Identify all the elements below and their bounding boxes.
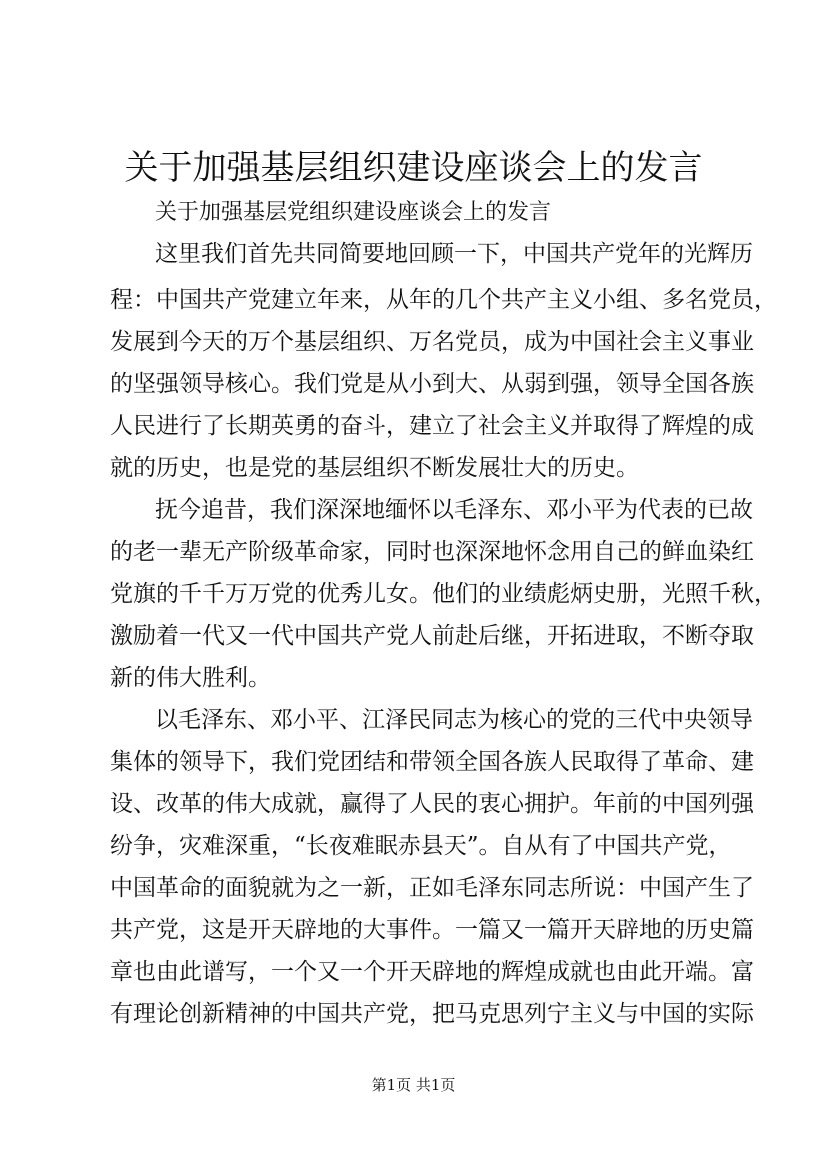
paragraph-line: 程：中国共产党建立年来，从年的几个共产主义小组、多名党员， bbox=[110, 287, 777, 313]
document-title: 关于加强基层组织建设座谈会上的发言 bbox=[124, 148, 703, 188]
paragraph-line: 中国革命的面貌就为之一新，正如毛泽东同志所说：中国产生了 bbox=[110, 875, 754, 901]
paragraph-line: 设、改革的伟大成就，赢得了人民的衷心拥护。年前的中国列强 bbox=[110, 791, 754, 817]
paragraph-line: 集体的领导下，我们党团结和带领全国各族人民取得了革命、建 bbox=[110, 749, 754, 775]
paragraph-line: 章也由此谱写，一个又一个开天辟地的辉煌成就也由此开端。富 bbox=[110, 959, 754, 985]
paragraph-line: 党旗的千千万万党的优秀儿女。他们的业绩彪炳史册，光照千秋， bbox=[110, 581, 777, 607]
paragraph-line: 这里我们首先共同简要地回顾一下，中国共产党年的光辉历 bbox=[155, 241, 753, 267]
page-footer: 第1页 共1页 bbox=[371, 1076, 456, 1094]
paragraph-line: 激励着一代又一代中国共产党人前赴后继，开拓进取，不断夺取 bbox=[110, 623, 754, 649]
paragraph-line: 纷争，灾难深重，“长夜难眠赤县天”。自从有了中国共产党， bbox=[110, 833, 732, 859]
paragraph-line: 新的伟大胜利。 bbox=[110, 665, 271, 691]
document-subtitle: 关于加强基层党组织建设座谈会上的发言 bbox=[155, 200, 552, 225]
paragraph-line: 的坚强领导核心。我们党是从小到大、从弱到强，领导全国各族 bbox=[110, 371, 754, 397]
paragraph-line: 的老一辈无产阶级革命家，同时也深深地怀念用自己的鲜血染红 bbox=[110, 539, 754, 565]
paragraph-line: 人民进行了长期英勇的奋斗，建立了社会主义并取得了辉煌的成 bbox=[110, 413, 754, 439]
paragraph-line: 抚今追昔，我们深深地缅怀以毛泽东、邓小平为代表的已故 bbox=[155, 497, 753, 523]
paragraph-line: 有理论创新精神的中国共产党，把马克思列宁主义与中国的实际 bbox=[110, 1001, 754, 1027]
paragraph-line: 发展到今天的万个基层组织、万名党员，成为中国社会主义事业 bbox=[110, 329, 754, 355]
paragraph-line: 共产党，这是开天辟地的大事件。一篇又一篇开天辟地的历史篇 bbox=[110, 917, 754, 943]
paragraph-line: 就的历史，也是党的基层组织不断发展壮大的历史。 bbox=[110, 455, 639, 481]
paragraph-line: 以毛泽东、邓小平、江泽民同志为核心的党的三代中央领导 bbox=[155, 707, 753, 733]
